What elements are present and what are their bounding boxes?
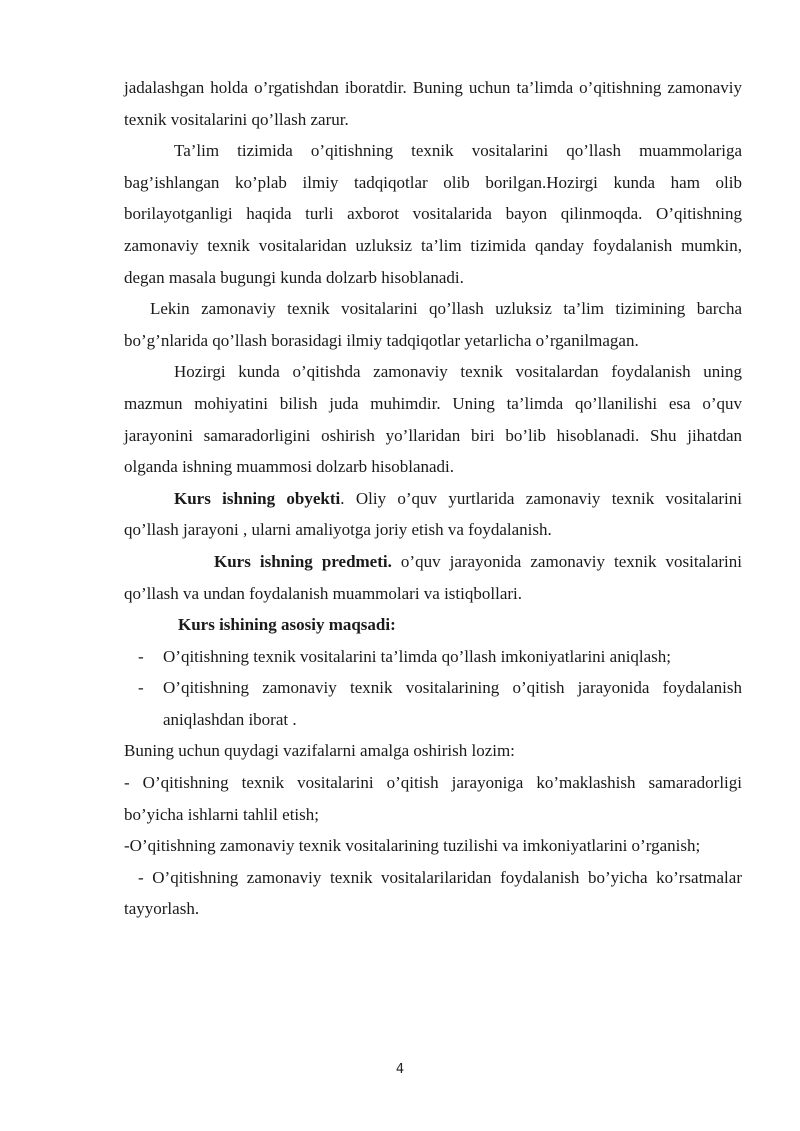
object-text: . Oliy o’quv yurtlarida zamonaviy texnik vositalarini qo’llash jarayoni , ularni amaliyotga joriy etish va foydalanish. [124,488,742,540]
bullet-dash: - [138,678,144,698]
tasks-intro: Buning uchun quydagi vazifalarni amalga oshirish lozim: [124,741,515,761]
page-content [124,72,742,925]
paragraph-intro: jadalashgan holda o’rgatishdan iboratdir. Buning uchun ta’limda o’qitishning zamonaviy texnik vositalarini qo’llash zarur. [124,78,742,129]
paragraph-relevance: Hozirgi kunda o’qitishda zamonaviy texnik vositalardan foydalanish uning mazmun mohiyatini bilish juda muhimdir. Uning ta’limda qo’llanilishi esa o’quv jarayonini samaradorligini oshirish yo’llaridan biri bo’lib hisoblanadi. Shu jihatdan olganda ishning muammosi dolzarb hisoblanadi. [124,362,742,477]
paragraph-research: Ta’lim tizimida o’qitishning texnik vositalarini qo’llash muammolariga bag’ishlangan ko’plab ilmiy tadqiqotlar olib borilgan.Hozirgi kunda ham olib borilayotganligi haqida turli axborot vositalarida bayon qilinmoqda. O’qitishning zamonaviy texnik vositalaridan uzluksiz ta’lim tizimida qanday foydalanish mumkin, degan masala bugungi kunda dolzarb hisoblanadi. [124,141,742,287]
paragraph-however: Lekin zamonaviy texnik vositalarini qo’llash uzluksiz ta’lim tizimining barcha bo’g’nlarida qo’llash borasidagi ilmiy tadqiqotlar yetarlicha o’rganilmagan. [124,299,742,350]
subject-text: o’quv jarayonida zamonaviy texnik vositalarini qo’llash va undan foydalanish muammolari va istiqbollari. [124,551,742,603]
bullet-dash: - [138,646,144,666]
task-3: - O’qitishning zamonaviy texnik vositalarilaridan foydalanish bo’yicha ko’rsatmalar tayyorlash. [124,867,742,919]
goal-bullet-text: O’qitishning texnik vositalarini ta’limda qo’llash imkoniyatlarini aniqlash; [163,646,672,666]
task-2: -O’qitishning zamonaviy texnik vositalarining tuzilishi va imkoniyatlarini o’rganish; [124,836,701,856]
paragraph-subject [124,546,742,609]
page-number: 4 [395,1062,405,1077]
goal-heading: Kurs ishining asosiy maqsadi: [178,615,396,635]
goal-bullet-2 [124,672,742,735]
paragraph-object [124,483,742,546]
goal-bullet-1 [124,641,742,673]
task-1: - O’qitishning texnik vositalarini o’qitish jarayoniga ko’maklashish samaradorligi bo’yicha ishlarni tahlil etish; [124,773,742,824]
object-label: Kurs ishning obyekti [174,488,341,508]
subject-label: Kurs ishning predmeti. [214,551,392,571]
goal-bullet-text: O’qitishning zamonaviy texnik vositalarining o’qitish jarayonida foydalanish aniqlashdan iborat . [163,678,742,729]
